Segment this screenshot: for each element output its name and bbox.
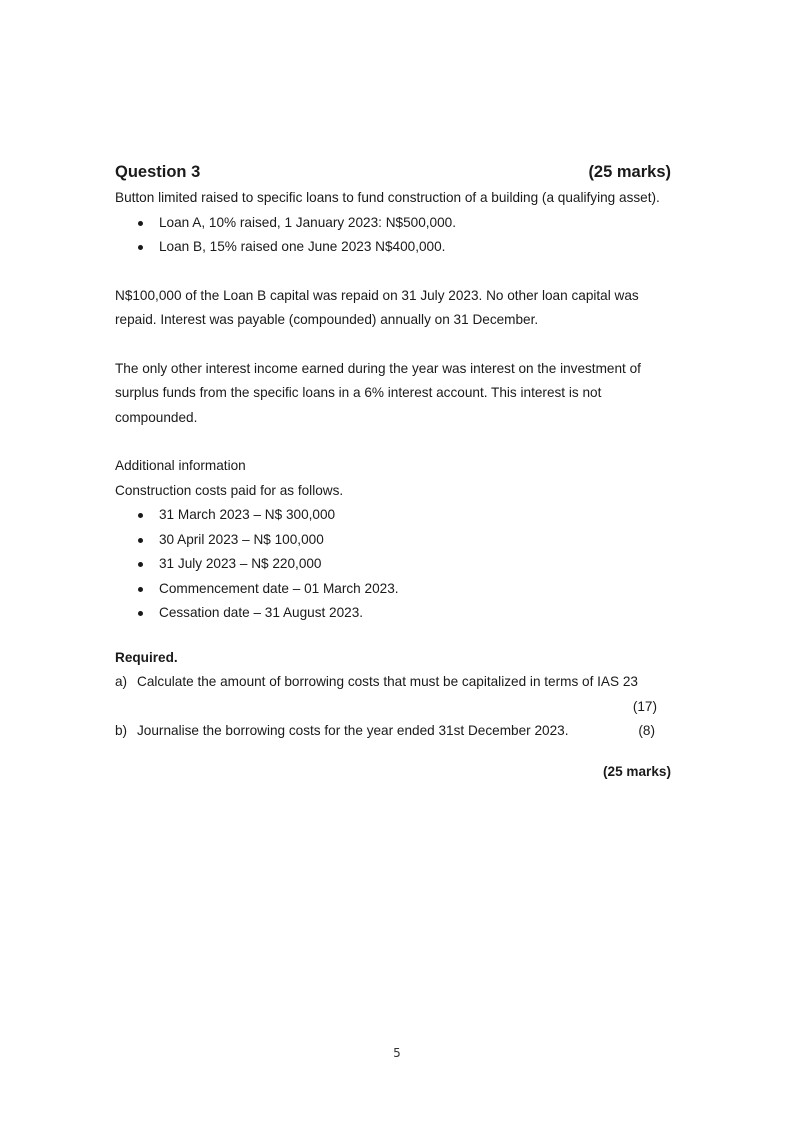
paragraph-line: surplus funds from the specific loans in a 6% interest account. This interest is not — [115, 385, 602, 400]
required-marks: (8) — [638, 723, 655, 738]
list-item: 31 March 2023 – N$ 300,000 — [115, 503, 671, 528]
repayment-paragraph — [115, 284, 671, 333]
required-text: Journalise the borrowing costs for the year ended 31st December 2023. — [137, 723, 569, 738]
list-item: Cessation date – 31 August 2023. — [115, 601, 671, 626]
list-item: 30 April 2023 – N$ 100,000 — [115, 528, 671, 553]
paragraph-line: N$100,000 of the Loan B capital was repaid on 31 July 2023. No other loan capital was — [115, 287, 639, 303]
question-3-section — [115, 160, 671, 784]
question-intro: Button limited raised to specific loans to fund construction of a building (a qualifying asset). — [115, 190, 660, 205]
loan-list — [115, 211, 671, 260]
required-title: Required. — [115, 649, 178, 665]
additional-info-title: Additional information — [115, 458, 246, 473]
construction-cost-list — [115, 503, 671, 626]
required-marks: (17) — [632, 698, 657, 714]
page-number: 5 — [393, 1046, 401, 1060]
list-item: 31 July 2023 – N$ 220,000 — [115, 552, 671, 577]
paragraph-line: compounded. — [115, 409, 198, 425]
construction-intro: Construction costs paid for as follows. — [115, 482, 344, 498]
required-text: Calculate the amount of borrowing costs that must be capitalized in terms of IAS 23 — [137, 674, 638, 689]
question-marks: (25 marks) — [588, 163, 671, 181]
question-header — [115, 160, 671, 184]
list-item: Loan A, 10% raised, 1 January 2023: N$500,000. — [115, 211, 671, 236]
required-letter: b) — [115, 723, 128, 738]
paragraph-line: repaid. Interest was payable (compounded) annually on 31 December. — [115, 312, 539, 327]
total-marks: (25 marks) — [602, 763, 671, 779]
list-item: Loan B, 15% raised one June 2023 N$400,000. — [115, 235, 671, 260]
required-item-b — [115, 719, 671, 744]
question-title: Question 3 — [115, 163, 201, 181]
required-item-a — [115, 670, 671, 695]
required-letter: a) — [115, 674, 128, 689]
interest-income-paragraph — [115, 357, 671, 431]
paragraph-line: The only other interest income earned during the year was interest on the investment of — [115, 360, 641, 376]
list-item: Commencement date – 01 March 2023. — [115, 577, 671, 602]
